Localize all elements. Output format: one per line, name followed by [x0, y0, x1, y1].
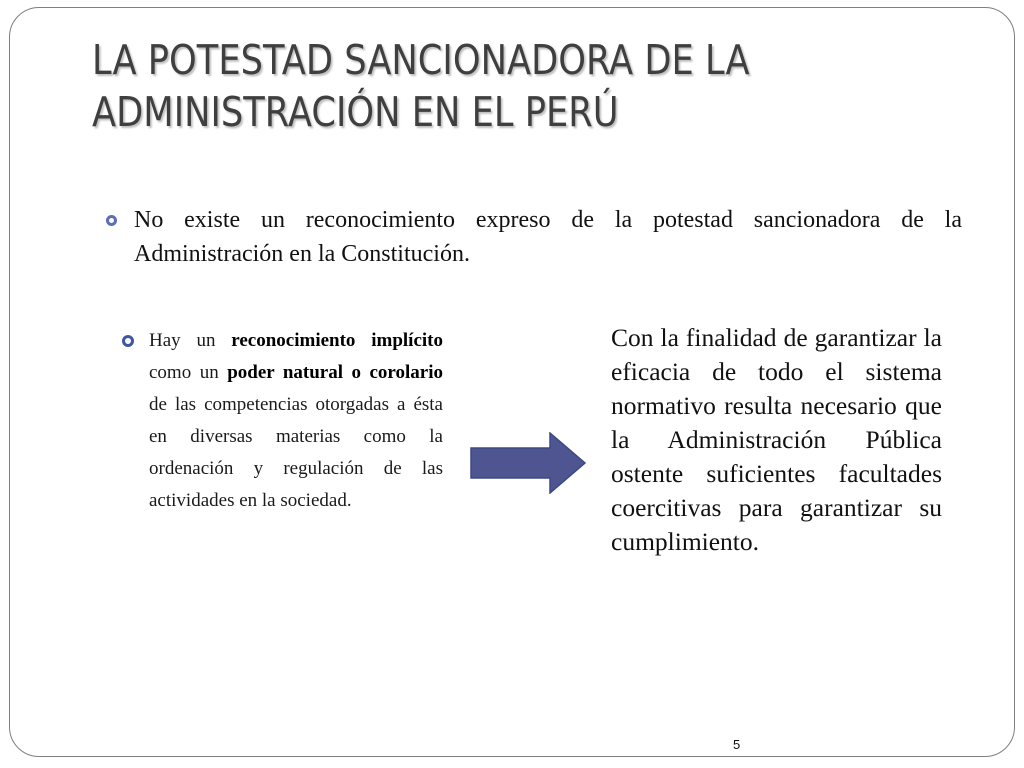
- right-arrow-icon: [470, 432, 586, 494]
- sub-bullet-text: [149, 325, 443, 517]
- ring-bullet-icon: [106, 215, 117, 226]
- ring-bullet-icon: [122, 335, 134, 347]
- right-text-block: Con la finalidad de garantizar la eficacia de todo el sistema normativo resulta necesario que la Administración Pública ostente suficientes facultades coercitivas para garantizar su cumplimiento.: [611, 323, 942, 556]
- main-bullet: [106, 203, 962, 271]
- sub-text-bold-2: poder natural o corolario: [227, 362, 443, 383]
- page-number: 5: [733, 737, 741, 752]
- sub-text-part-1: Hay un: [149, 330, 232, 351]
- sub-text-bold-1: reconocimiento implícito: [231, 330, 444, 351]
- sub-text-part-2: como un: [149, 362, 228, 383]
- slide-title: [92, 34, 849, 138]
- main-bullet-text: No existe un reconocimiento expreso de la potestad sancionadora de la Administración en la Constitución.: [134, 207, 962, 267]
- title-line-2: ADMINISTRACIÓN EN EL PERÚ: [92, 88, 619, 136]
- sub-text-part-3: de las competencias otorgadas a ésta en diversas materias como la ordenación y regulación de las actividades en la sociedad.: [149, 394, 443, 511]
- title-line-1: LA POTESTAD SANCIONADORA DE LA: [92, 36, 750, 84]
- sub-bullet: [122, 325, 444, 517]
